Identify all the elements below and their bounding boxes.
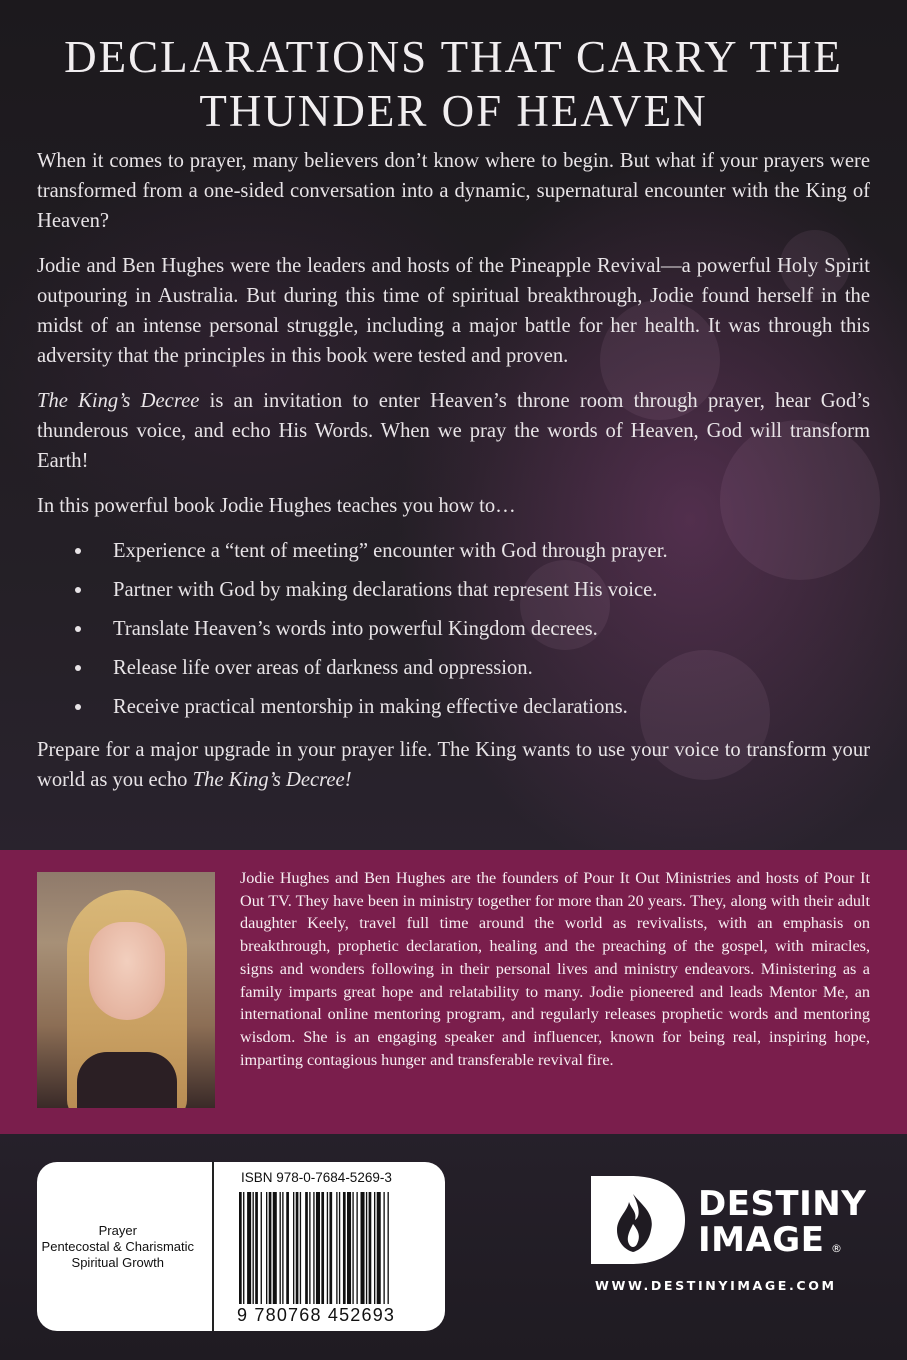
benefit-item (37, 692, 870, 722)
book-title-italic: The King’s Decree! (192, 769, 352, 791)
bullet-icon (75, 626, 81, 632)
description-text: is an invitation to enter Heaven’s throne room through prayer, hear God’s thunderous voice, and echo His Words. When we pray the words of Heaven, God will transform Earth! (37, 390, 871, 472)
description-paragraph: When it comes to prayer, many believers don’t know where to begin. But what if your prayers were transformed from a one-sided conversation into a dynamic, supernatural encounter with the King of Heaven? (37, 150, 870, 232)
benefit-item (37, 536, 870, 566)
barcode-panel (37, 1162, 445, 1331)
benefit-item (37, 653, 870, 683)
destiny-flame-d-icon (585, 1172, 689, 1268)
benefit-text: Translate Heaven’s words into powerful Kingdom decrees. (113, 618, 598, 640)
subject-categories (37, 1162, 212, 1331)
barcode-digits: 9 780768 452693 (237, 1305, 396, 1325)
benefit-text: Partner with God by making declarations that represent His voice. (113, 579, 658, 601)
author-photo-shirt (77, 1052, 177, 1108)
publisher-website: WWW.DESTINYIMAGE.COM (595, 1278, 837, 1293)
author-photo (37, 872, 215, 1108)
description-paragraph (37, 386, 870, 476)
benefit-item (37, 614, 870, 644)
benefit-item (37, 575, 870, 605)
headline-line-2: THUNDER OF HEAVEN (199, 86, 708, 136)
bullet-icon (75, 665, 81, 671)
headline-line-1: DECLARATIONS THAT CARRY THE (64, 32, 843, 82)
registered-mark: ® (831, 1242, 842, 1255)
benefit-text: Experience a “tent of meeting” encounter with God through prayer. (113, 540, 668, 562)
category-label: Prayer (98, 1222, 137, 1238)
description-paragraph (37, 735, 870, 795)
author-bio-text: Jodie Hughes and Ben Hughes are the founders of Pour It Out Ministries and hosts of Pour It Out TV. They have been in ministry together for more than 20 years. They, along with their adult daughter Keely, travel full time around the world as revivalists, with an emphasis on breakthrough, prophetic declaration, healing and the preaching of the gospel, with miracles, signs and wonders following in their personal lives and ministry endeavors. Ministering as a family imparts great hope and relatability to many. Jodie pioneered and leads Mentor Me, an international online mentoring program, and regularly releases prophetic words and mentoring wisdom. She is an engaging speaker and influencer, known for being real, inspiring hope, imparting contagious hunger and transferable revival fire. (240, 869, 870, 1069)
description-paragraph: In this powerful book Jodie Hughes teaches you how to… (37, 495, 516, 517)
author-photo-face (89, 922, 165, 1020)
category-label: Spiritual Growth (71, 1254, 165, 1270)
cover-headline (0, 30, 907, 138)
barcode-icon (237, 1192, 433, 1304)
isbn-label: ISBN 978-0-7684-5269-3 (241, 1170, 392, 1185)
publisher-name-line-2: IMAGE (698, 1220, 825, 1260)
bullet-icon (75, 587, 81, 593)
description-text: Prepare for a major upgrade in your prayer life. The King wants to use your voice to transform your world as you echo (37, 739, 870, 791)
benefits-list (37, 536, 870, 722)
bullet-icon (75, 704, 81, 710)
publisher-name-line-1: DESTINY (698, 1184, 867, 1224)
benefit-text: Receive practical mentorship in making effective declarations. (113, 696, 628, 718)
book-title-italic: The King’s Decree (37, 390, 200, 412)
subject-categories-list (42, 1223, 194, 1271)
benefit-text: Release life over areas of darkness and oppression. (113, 657, 533, 679)
author-bio-band (0, 850, 907, 1134)
description-paragraph: Jodie and Ben Hughes were the leaders and hosts of the Pineapple Revival—a powerful Holy Spirit outpouring in Australia. But during this time of spiritual breakthrough, Jodie found herself in the midst of an intense personal struggle, including a major battle for her health. It was through this adversity that the principles in this book were tested and proven. (37, 255, 870, 367)
publisher-logo (585, 1172, 875, 1302)
barcode-divider (212, 1162, 214, 1331)
category-label: Pentecostal & Charismatic (41, 1238, 194, 1254)
bullet-icon (75, 548, 81, 554)
book-description (37, 146, 870, 810)
